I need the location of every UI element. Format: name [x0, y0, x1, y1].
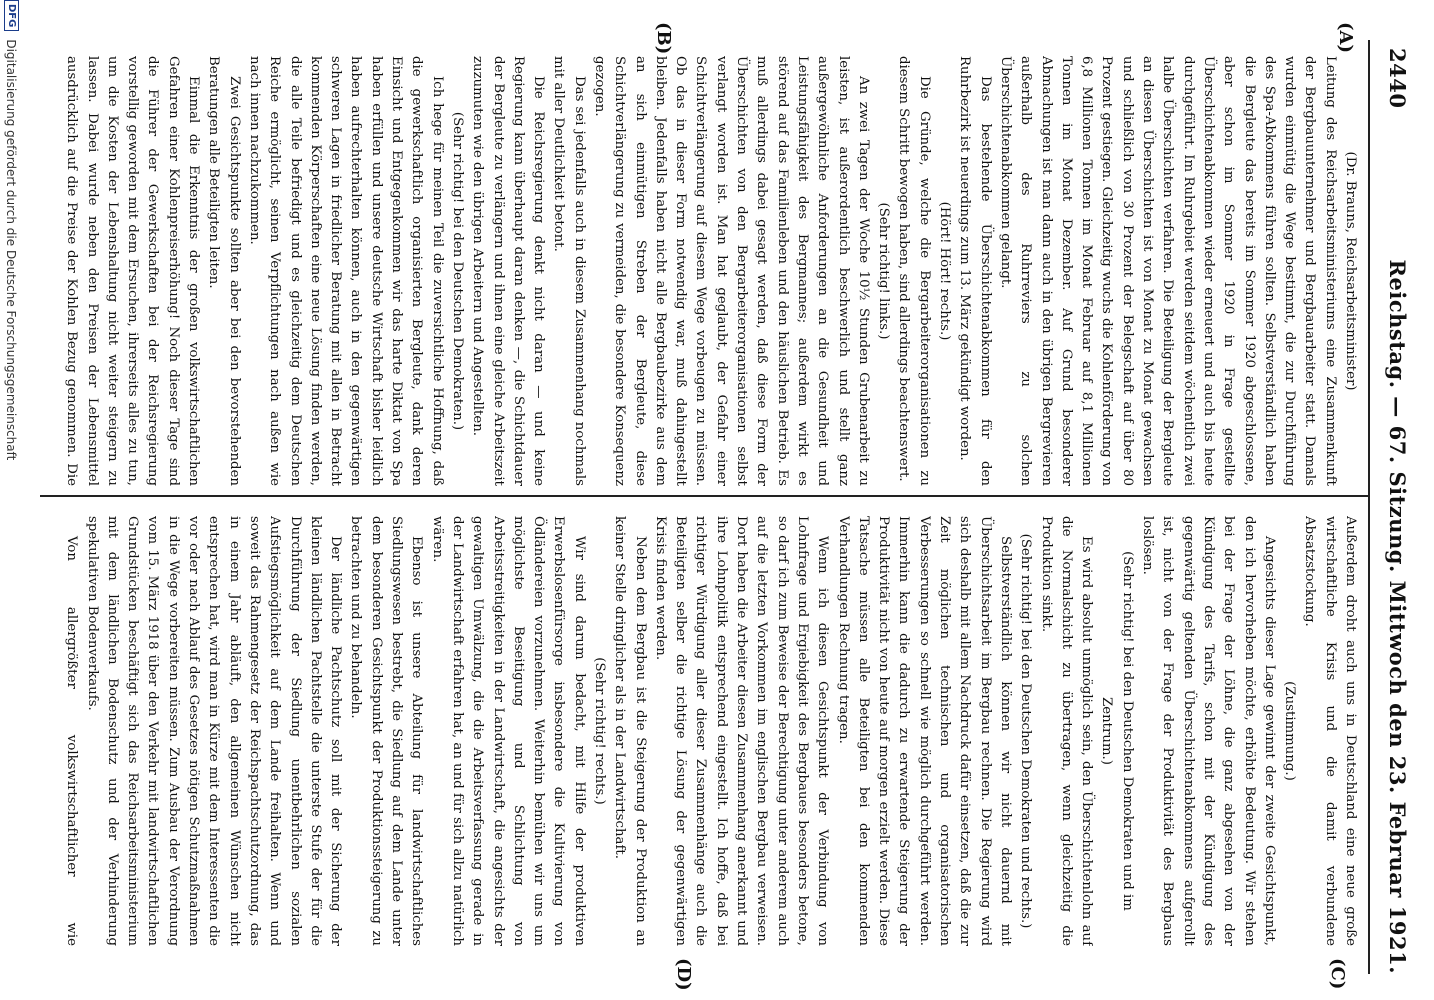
page-number: 2440 [1385, 48, 1411, 109]
interjection: (Sehr richtig! bei den Deutschen Demokraten.) [449, 111, 465, 431]
paragraph: Es wird absolut unmöglich sein, den Überschichtenlohn auf die Normalschicht zu übertragen, wenn gleichzeitig die Produktion sinkt. [1038, 516, 1095, 946]
column-divider [40, 495, 1368, 497]
digitization-note [4, 0, 19, 1000]
paragraph: Ebenso ist unsere Abteilung für landwirtschaftliches Siedlungswesen bestrebt, die Siedlung auf dem Lande unter dem besonderen Gesichtspunkt der Produktionssteigerung zu betrachten und zu behandeln. [348, 516, 425, 946]
interjection: (Hört! Hört! rechts.) [937, 201, 953, 341]
paragraph: Einmal die Erkenntnis der großen volkswirtschaftlichen Gefahren einer Kohlenpreiserhöhung! Noch dieser Tage sind die Führer der Gewerkschaften bei der Reichsregierung vorstellig geworden mit dem Ersuchen, ihrerseits alles zu tun, um die Kosten der Lebenshaltung nicht weiter steigern zu lassen. Dabei wurde neben den Preisen der Lebensmittel ausdrücklich auf die Preise der Kohlen Bezug genommen. Die [64, 56, 202, 486]
right-column [60, 516, 1360, 946]
paragraph: Wenn ich diesen Gesichtspunkt der Verbindung von Lohnfrage und Ergiebigkeit des Bergbaues besonders betone, so darf ich zum Beweise der Berechtigung unter anderem auch auf die letzten Vorkommen im englischen Bergbau verweisen. Dort haben die Arbeiter diesen Zusammenhang anerkannt und ihre Lohnpolitik entsprechend eingestellt. Ich hoffe, daß bei richtiger Würdigung aller dieser Zusammenhänge auch die Beteiligten selber die richtige Lösung der gegenwärtigen Krisis finden werden. [652, 516, 831, 946]
interjection: (Sehr richtig! rechts.) [592, 657, 608, 805]
paragraph: Der ländliche Pachtschutz soll mit der Sicherung der kleinen ländlichen Pachtstelle die unterste Stufe der für die Durchführung der Siedlung unentbehrlichen sozialen Aufstiegsmöglichkeit auf dem Lande freihalten. Wenn und soweit das Rahmengesetz der Reichspachtschutzordnung, das in einem Jahr abläuft, den allgemeinen Wünschen nicht entsprechen hat, wird man in Kürze mit dem Interessenten die vor oder nach Ablauf des Gesetzes nötigen Schutzmaßnahmen in die Wege vorbereiten müssen. Zum Ausbau der Verordnung vom 15. März 1918 über den Verkehr mit landwirtschaftlichen Grundstücken beschäftigt sich das Reichsarbeitsministerium mit dem ländlichen Bodenschutz und der Verhinderung spekulativen Bodenverkaufs. [84, 516, 344, 946]
paragraph: Zwei Gesichtspunkte sollten aber bei den bevorstehenden Beratungen alle Beteiligten leiten. [206, 56, 242, 486]
paragraph: Neben dem Bergbau ist die Steigerung der Produktion an keiner Stelle dringlicher als in der Landwirtschaft. [612, 516, 648, 946]
paragraph: Das sei jedenfalls auch in diesem Zusammenhang nochmals mit aller Deutlichkeit betont. [551, 56, 587, 486]
paragraph: Das bestehende Überschichtenabkommen für den Ruhrbezirk ist neuerdings zum 13. März gekündigt worden. [957, 56, 993, 486]
footer-note-text: Digitalisierung gefördert durch die Deutsche Forschungsgemeinschaft [4, 39, 19, 461]
paragraph: Von allergrößter volkswirtschaftlicher wie [64, 536, 80, 946]
margin-letter-b: (B) [653, 22, 674, 55]
interjection: (Zustimmung.) [1282, 681, 1298, 781]
dfg-logo: DFG [4, 0, 19, 31]
margin-letter-d: (D) [673, 958, 694, 991]
margin-letter-a: (A) [1335, 22, 1356, 53]
speaker-line: (Dr. Brauns, Reichsarbeitsminister) [1343, 151, 1358, 391]
paragraph: Selbstverständlich können wir nicht dauernd mit Überschichtsarbeit im Bergbau rechnen. Die Regierung wird sich deshalb mit allem Nachdruck dafür einsetzen, daß die zur Zeit möglichen technischen und organisatorischen Verbesserungen so schnell wie möglich durchgeführt werden. Immerhin kann die dadurch zu erwartende Steigerung der Produktivität nicht von heute auf morgen erzielt werden. Diese Tatsache müssen alle Beteiligten bei den kommenden Verhandlungen Rechnung tragen. [835, 516, 1013, 946]
paragraph: Die Gründe, welche die Bergarbeiterorganisationen zu diesem Schritt bewogen haben, sind allerdings beachtenswert. [896, 56, 932, 486]
paragraph: Die Reichsregierung denkt nicht daran — und keine Regierung kann überhaupt daran denken —, die Schichtdauer der Bergleute zu verlängern und ihnen eine gleiche Arbeitszeit zuzumuten wie den übrigen Arbeitern und Angestellten. [470, 56, 547, 486]
paragraph: Ich hege für meinen Teil die zuversichtliche Hoffnung, daß die gewerkschaftlich organisierten Bergleute, dank deren Einsicht und Entgegenkommen wir das harte Diktat von Spa haben erfüllen und unsere deutsche Wirtschaft bisher leidlich haben aufrechterhalten können, auch in den gegenwärtigen schweren Lagen in friedlicher Beratung mit allen in Betracht kommenden Körperschaften eine neue Lösung finden werden, die alle Teile befriedigt und es gleichzeitig dem Deutschen Reiche ermöglicht, seinen Verpflichtungen nach außen wie nach innen nachzukommen. [246, 56, 445, 486]
paragraph: Angesichts dieser Lage gewinnt der zweite Gesichtspunkt, den ich hervorheben möchte, erhöhte Bedeutung. Wir stehen bei der Frage der Löhne, die ganz abgesehen von der Kündigung des Tarifs, schon mit der Kündigung des gegenwärtig geltenden Überschichtenabkommens aufgerollt ist, nicht von der Frage der Produktivität des Bergbaus loslösen. [1140, 516, 1277, 946]
header-rule [1368, 40, 1370, 974]
paragraph: An zwei Tagen der Woche 10½ Stunden Grubenarbeit zu leisten, ist außerordentlich beschwerlich und stellt ganz außergewöhnliche Anforderungen an die Gesundheit und Leistungsfähigkeit des Bergmannes; außerdem wirkt es störend auf das Familienleben und den häuslichen Betrieb. Es muß allerdings dabei gesagt werden, daß diese Form der Überschichten von den Bergarbeiterorganisationen selbst verlangt worden ist. Man hat geglaubt, der Gefahr einer Schichtverlängerung auf diesem Wege vorbeugen zu müssen. Ob das in dieser Form notwendig war, muß dahingestellt bleiben. Jedenfalls haben nicht alle Bergbaubezirke aus dem an sich einmütigen Streben der Bergleute, diese Schichtverlängerung zu vermeiden, die besondere Konsequenz gezogen. [592, 56, 871, 486]
running-head [1378, 48, 1418, 974]
paragraph: Außerdem droht auch uns in Deutschland eine neue große wirtschaftliche Krisis und die damit verbundene Absatzstockung. [1302, 516, 1358, 946]
page-title: Reichstag. — 67. Sitzung. Mittwoch den 23. Februar 1921. [1385, 259, 1411, 974]
left-column [60, 56, 1360, 486]
interjection: (Sehr richtig! bei den Deutschen Demokraten und rechts.) [1018, 533, 1034, 929]
interjection: (Sehr richtig! links.) [876, 202, 892, 340]
paragraph: Leitung des Reichsarbeitsministeriums eine Zusammenkunft der Bergbauunternehmer und Bergbauarbeiter statt. Damals wurden einmütig die Wege bestimmt, die zur Durchführung des Spa-Abkommens führen sollten. Selbstverständlich haben die Bergleute das bereits im Sommer 1920 abgeschlossene, aber schon im Sommer 1920 in Frage gestellte Überschichtenabkommen wieder erneuert und auch bis heute durchgeführt. Im Ruhrgebiet werden seitdem wöchentlich zwei halbe Überschichten verfahren. Die Beteiligung der Bergleute an diesen Überschichten ist von Monat zu Monat gewachsen und schließlich von 30 Prozent der Belegschaft auf über 80 Prozent gestiegen. Gleichzeitig wuchs die Kohlenförderung von 6,8 Millionen Tonnen im Monat Februar auf 8,1 Millionen Tonnen im Monat Dezember. Auf Grund besonderer Abmachungen ist man dann auch in den übrigen Bergrevieren außerhalb des Ruhrreviers zu solchen Überschichtenabkommen gelangt. [997, 56, 1338, 486]
margin-letter-c: (C) [1327, 958, 1348, 990]
paragraph: Wir sind darum bedacht, mit Hilfe der produktiven Erwerbslosenfürsorge insbesondere die Kultivierung von Ödländereien vorzunehmen. Weiterhin bemühen wir uns um möglichste Beseitigung und Schlichtung von Arbeitsstreitigkeiten in der Landwirtschaft, die angesichts der gewaltigen Umwälzung, die die Arbeitsverfassung gerade in der Landwirtschaft erfahren hat, an und für sich allzu natürlich wären. [429, 516, 587, 946]
interjection: (Sehr richtig! bei den Deutschen Demokraten und im Zentrum.) [1099, 551, 1135, 911]
